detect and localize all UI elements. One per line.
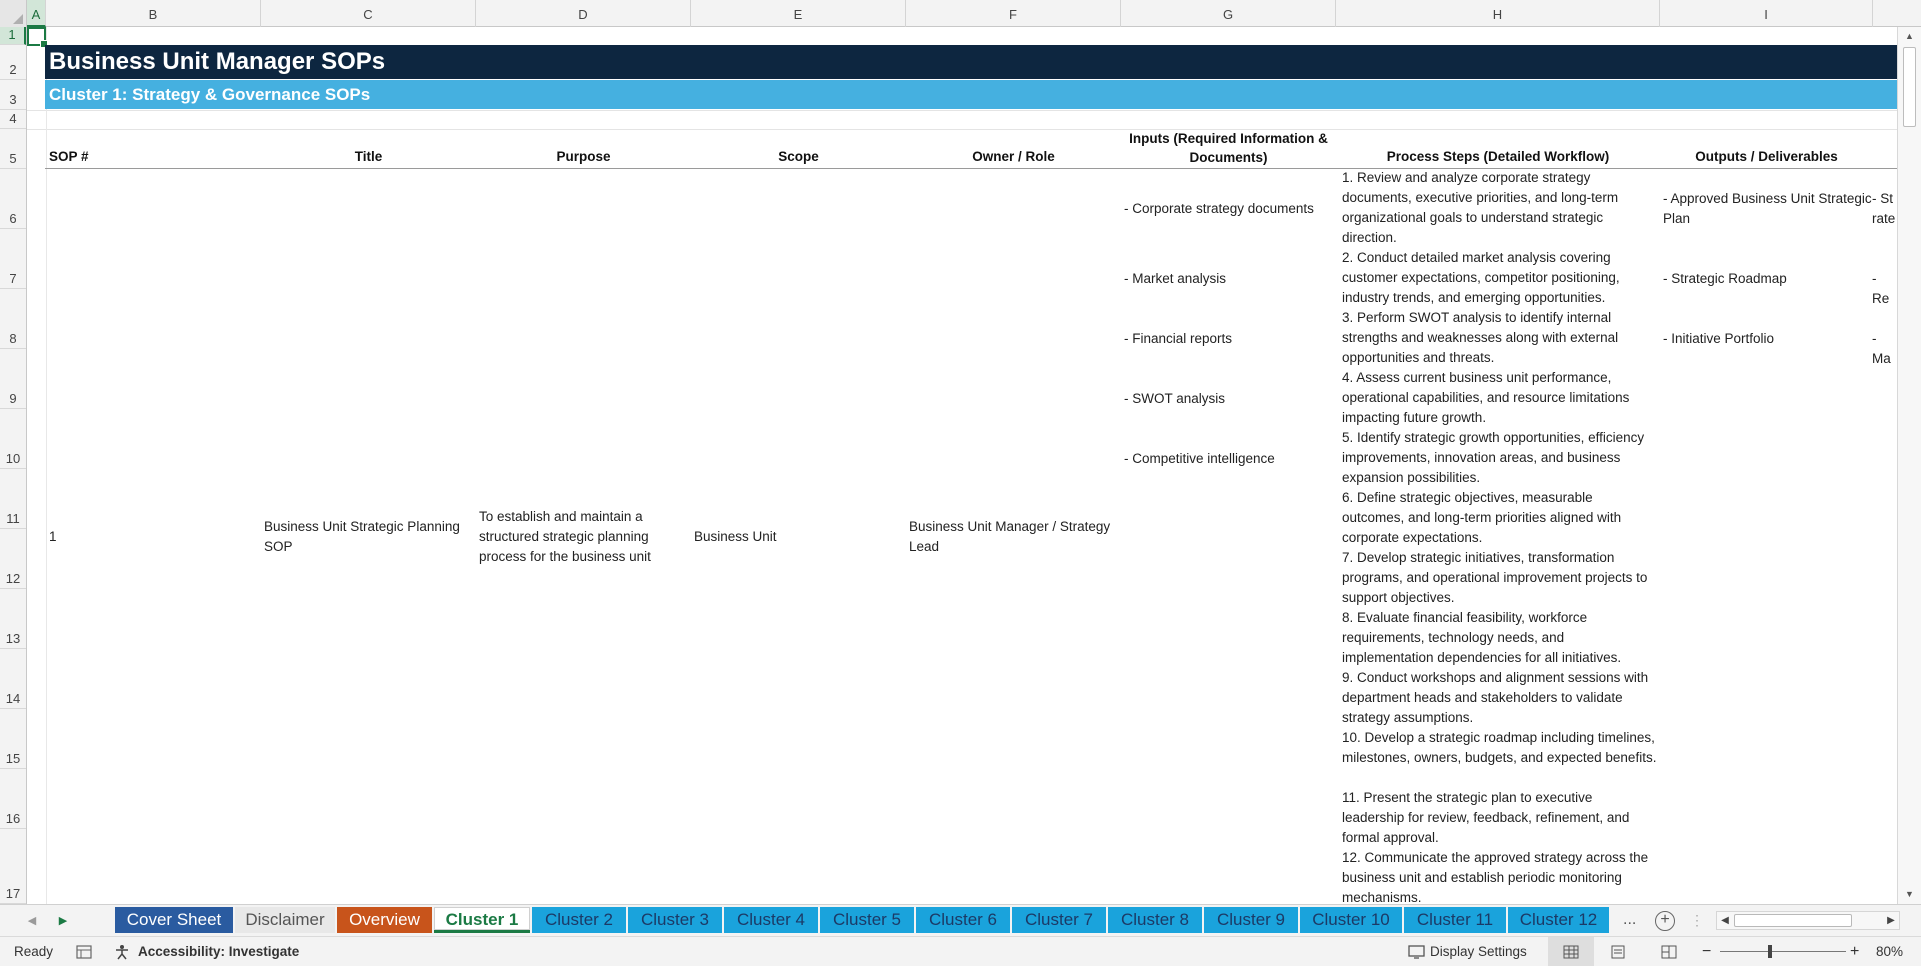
next-column-fragment[interactable]: rate <box>1872 211 1896 226</box>
column-header-D[interactable]: D <box>476 0 691 27</box>
row-header-12[interactable]: 12 <box>0 529 26 589</box>
worksheet-grid[interactable] <box>27 27 1897 904</box>
row-header-3[interactable]: 3 <box>0 80 26 110</box>
process-step[interactable]: 4. Assess current business unit performance, operational capabilities, and resource limitations impacting future growth. <box>1342 370 1630 425</box>
column-header-F[interactable]: F <box>906 0 1121 27</box>
sheet-tab-cluster-10[interactable]: Cluster 10 <box>1300 907 1402 933</box>
column-header-bar <box>0 0 1921 27</box>
sheet-tab-cluster-3[interactable]: Cluster 3 <box>628 907 722 933</box>
next-column-fragment[interactable]: - Re <box>1872 271 1890 306</box>
input-item[interactable]: - Market analysis <box>1124 271 1227 286</box>
page-layout-view-icon[interactable] <box>1610 937 1626 966</box>
scroll-right-icon[interactable]: ▶ <box>1887 915 1895 926</box>
sheet-tab-disclaimer[interactable]: Disclaimer <box>235 907 335 933</box>
sheet-tab-cluster-8[interactable]: Cluster 8 <box>1108 907 1202 933</box>
zoom-slider[interactable] <box>1720 937 1846 966</box>
input-item[interactable]: - Corporate strategy documents <box>1124 201 1314 216</box>
zoom-level[interactable]: 80% <box>1876 944 1904 959</box>
sheet-tab-cluster-1[interactable]: Cluster 1 <box>434 907 530 933</box>
tab-scroll-left-icon[interactable]: ◀ <box>27 915 37 927</box>
sheet-tab-cluster-12[interactable]: Cluster 12 <box>1508 907 1609 933</box>
scroll-left-icon[interactable]: ◀ <box>1721 915 1729 926</box>
macro-record-icon[interactable] <box>76 937 92 966</box>
header-scope: Scope <box>778 149 819 164</box>
column-header-B[interactable]: B <box>46 0 261 27</box>
accessibility-icon[interactable] <box>114 937 132 966</box>
header-title: Title <box>354 149 383 164</box>
header-owner-role: Owner / Role <box>972 149 1055 164</box>
row-header-10[interactable]: 10 <box>0 409 26 469</box>
column-header-A[interactable]: A <box>27 0 46 27</box>
sop-title-cell[interactable]: Business Unit Strategic Planning SOP <box>264 519 460 554</box>
row-header-6[interactable]: 6 <box>0 169 26 229</box>
horizontal-scrollbar[interactable] <box>1716 911 1900 930</box>
column-header-E[interactable]: E <box>691 0 906 27</box>
process-step[interactable]: 3. Perform SWOT analysis to identify internal strengths and weaknesses along with external opportunities and threats. <box>1342 310 1619 365</box>
row-header-17[interactable]: 17 <box>0 829 26 904</box>
vertical-scroll-thumb[interactable] <box>1903 47 1916 127</box>
column-header-C[interactable]: C <box>261 0 476 27</box>
process-step[interactable]: 6. Define strategic objectives, measurable outcomes, and long-term priorities aligned with corporate expectations. <box>1342 490 1622 545</box>
row-header-14[interactable]: 14 <box>0 649 26 709</box>
column-header-I[interactable]: I <box>1660 0 1873 27</box>
zoom-in-icon[interactable]: + <box>1850 943 1860 960</box>
row-header-7[interactable]: 7 <box>0 229 26 289</box>
input-item[interactable]: - SWOT analysis <box>1124 391 1226 406</box>
header-purpose: Purpose <box>556 149 611 164</box>
add-sheet-icon[interactable]: + <box>1655 911 1675 931</box>
sheet-tab-cluster-2[interactable]: Cluster 2 <box>532 907 626 933</box>
sheet-tab-cluster-6[interactable]: Cluster 6 <box>916 907 1010 933</box>
row-header-11[interactable]: 11 <box>0 469 26 529</box>
header-outputs: Outputs / Deliverables <box>1695 149 1838 164</box>
header-inputs: Inputs (Required Information & Documents) <box>1129 131 1328 165</box>
row-header-9[interactable]: 9 <box>0 349 26 409</box>
column-header-H[interactable]: H <box>1336 0 1660 27</box>
output-item[interactable]: - Strategic Roadmap <box>1663 271 1787 286</box>
sheet-tab-cover-sheet[interactable]: Cover Sheet <box>115 907 233 933</box>
status-bar <box>0 936 1921 966</box>
select-all-corner[interactable] <box>0 0 27 27</box>
normal-view-icon[interactable] <box>1548 937 1594 966</box>
zoom-slider-thumb[interactable] <box>1768 945 1772 958</box>
sheet-tab-cluster-4[interactable]: Cluster 4 <box>724 907 818 933</box>
column-header-G[interactable]: G <box>1121 0 1336 27</box>
tab-scroll-right-icon[interactable]: ▶ <box>58 915 68 927</box>
zoom-out-icon[interactable]: − <box>1702 943 1712 960</box>
process-step[interactable]: 11. Present the strategic plan to executive leadership for review, feedback, refinement, and formal approval. <box>1342 790 1630 845</box>
row-header-1[interactable]: 1 <box>0 27 26 45</box>
sop-number-cell[interactable]: 1 <box>49 529 57 544</box>
row-header-4[interactable]: 4 <box>0 110 26 129</box>
header-process-steps: Process Steps (Detailed Workflow) <box>1386 149 1610 164</box>
process-step[interactable]: 9. Conduct workshops and alignment sessions with department heads and stakeholders to validate strategy assumptions. <box>1342 670 1649 725</box>
vertical-scrollbar[interactable] <box>1897 27 1921 904</box>
sop-owner-cell[interactable]: Business Unit Manager / Strategy Lead <box>909 519 1111 554</box>
header-sop-number: SOP # <box>49 149 89 164</box>
gridline <box>27 110 1897 111</box>
scroll-up-icon[interactable]: ▲ <box>1905 31 1914 41</box>
page-break-view-icon[interactable] <box>1661 937 1677 966</box>
sheet-title: Business Unit Manager SOPs <box>45 45 1897 79</box>
row-header-15[interactable]: 15 <box>0 709 26 769</box>
selected-cell-A1[interactable] <box>27 27 46 46</box>
sheet-tab-cluster-9[interactable]: Cluster 9 <box>1204 907 1298 933</box>
display-settings-icon[interactable] <box>1408 937 1426 966</box>
input-item[interactable]: - Financial reports <box>1124 331 1233 346</box>
sheet-tab-overview[interactable]: Overview <box>337 907 432 933</box>
display-settings-button[interactable]: Display Settings <box>1430 944 1527 959</box>
next-column-fragment[interactable]: - St <box>1872 191 1894 206</box>
process-step[interactable]: 1. Review and analyze corporate strategy documents, executive priorities, and long-term organizational goals to understand strategic direction. <box>1342 170 1619 245</box>
sheet-tab-cluster-7[interactable]: Cluster 7 <box>1012 907 1106 933</box>
sheet-tab-cluster-5[interactable]: Cluster 5 <box>820 907 914 933</box>
next-column-fragment[interactable]: - Ma <box>1872 331 1891 366</box>
status-ready: Ready <box>14 944 54 959</box>
sop-scope-cell[interactable]: Business Unit <box>694 529 777 544</box>
horizontal-scroll-thumb[interactable] <box>1734 914 1852 927</box>
process-step[interactable]: 12. Communicate the approved strategy across the business unit and establish periodic monitoring mechanisms. <box>1342 850 1649 904</box>
output-item[interactable]: - Approved Business Unit Strategic Plan <box>1663 191 1872 226</box>
splitter-handle-icon[interactable]: ⋮ <box>1690 912 1704 928</box>
process-step[interactable]: 8. Evaluate financial feasibility, workforce requirements, technology needs, and implementation dependencies for all initiatives. <box>1342 610 1622 665</box>
sheet-tabs-bar <box>0 904 1921 936</box>
row-header-13[interactable]: 13 <box>0 589 26 649</box>
row-header-8[interactable]: 8 <box>0 289 26 349</box>
scroll-down-icon[interactable]: ▼ <box>1905 889 1914 899</box>
process-step[interactable]: 10. Develop a strategic roadmap including timelines, milestones, owners, budgets, and expected benefits. <box>1342 730 1657 765</box>
zoom-slider-track <box>1720 951 1846 952</box>
sop-purpose-cell[interactable]: To establish and maintain a structured strategic planning process for the business unit <box>479 509 651 564</box>
row-header-2[interactable]: 2 <box>0 45 26 80</box>
output-item[interactable]: - Initiative Portfolio <box>1663 331 1775 346</box>
more-tabs-button[interactable]: ... <box>1623 911 1637 928</box>
cluster-subtitle: Cluster 1: Strategy & Governance SOPs <box>45 80 1897 109</box>
sheet-tab-cluster-11[interactable]: Cluster 11 <box>1404 907 1506 933</box>
accessibility-status[interactable]: Accessibility: Investigate <box>138 944 300 959</box>
row-header-bar <box>0 27 27 904</box>
process-step[interactable]: 5. Identify strategic growth opportunities, efficiency improvements, innovation areas, and business expansion possibilities. <box>1342 430 1645 485</box>
process-step[interactable]: 7. Develop strategic initiatives, transformation programs, and operational improvement projects to support objectives. <box>1342 550 1648 605</box>
process-step[interactable]: 2. Conduct detailed market analysis covering customer expectations, competitor positioning, industry trends, and emerging opportunities. <box>1342 250 1620 305</box>
row-header-5[interactable]: 5 <box>0 129 26 169</box>
row-header-16[interactable]: 16 <box>0 769 26 829</box>
input-item[interactable]: - Competitive intelligence <box>1124 451 1275 466</box>
